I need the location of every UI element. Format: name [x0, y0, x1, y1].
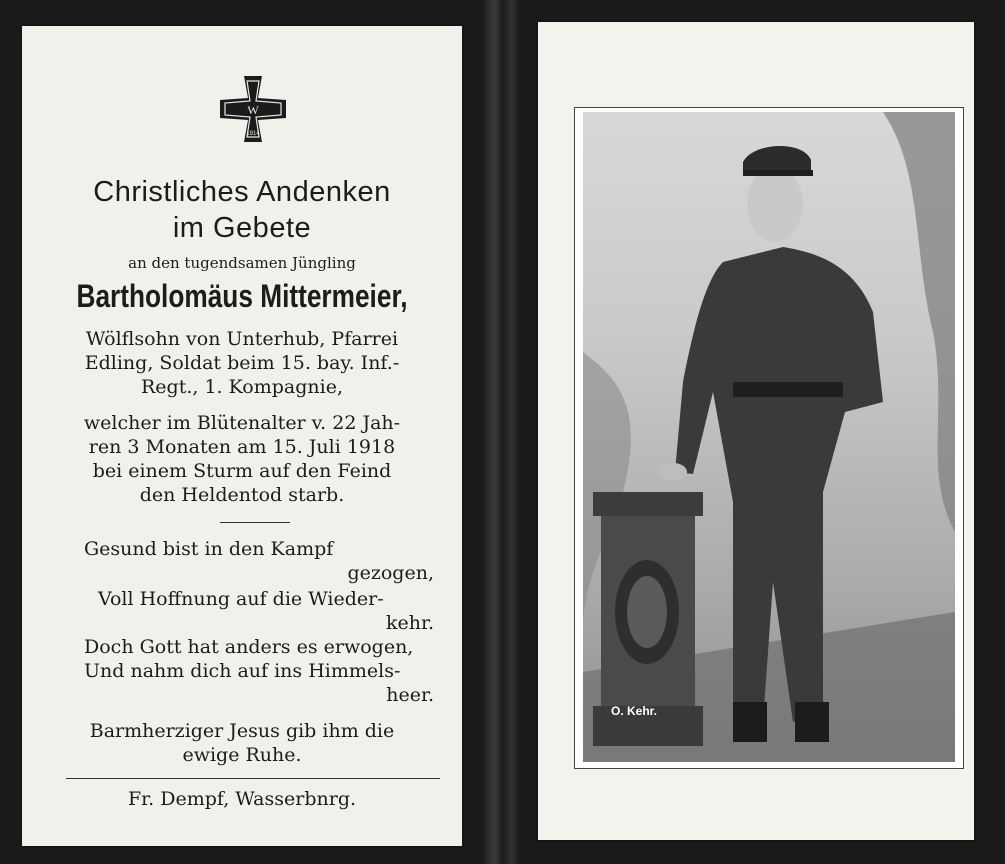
- poem-line-6: Und nahm dich auf ins Himmels-: [84, 660, 401, 682]
- poem-line-1: Gesund bist in den Kampf: [84, 538, 334, 560]
- poem-line-7: heer.: [386, 684, 434, 706]
- printer-imprint: Fr. Dempf, Wasserbnrg.: [127, 788, 357, 810]
- prayer-line-2: ewige Ruhe.: [182, 744, 302, 766]
- heading-line-1: Christliches Andenken: [93, 176, 391, 208]
- photographer-signature: O. Kehr.: [611, 704, 658, 718]
- cross-letter: W: [247, 103, 259, 117]
- card-fold: [484, 0, 518, 864]
- memorial-card-text-panel: [22, 26, 462, 846]
- iron-cross-icon: [218, 74, 288, 144]
- heading-line-2: im Gebete: [172, 212, 312, 244]
- death-line-1: welcher im Blütenalter v. 22 Jah-: [83, 412, 401, 434]
- poem-line-2: gezogen,: [347, 562, 434, 584]
- divider-short: [220, 522, 290, 523]
- prayer-line-1: Barmherziger Jesus gib ihm die: [89, 720, 395, 742]
- poem-line-5: Doch Gott hat anders es erwogen,: [84, 636, 414, 658]
- portrait-illustration: [583, 112, 955, 762]
- death-line-2: ren 3 Monaten am 15. Juli 1918: [88, 436, 396, 458]
- info-line-1: Wölflsohn von Unterhub, Pfarrei: [85, 328, 399, 350]
- poem-line-4: kehr.: [385, 612, 434, 634]
- info-line-2: Edling, Soldat beim 15. bay. Inf.-: [84, 352, 400, 374]
- subheading: an den tugendsamen Jüngling: [128, 254, 356, 272]
- deceased-name: Bartholomäus Mittermeier,: [76, 278, 408, 314]
- photo-frame: [574, 107, 964, 769]
- death-line-3: bei einem Sturm auf den Feind: [92, 460, 392, 482]
- memorial-card-photo-panel: [538, 22, 974, 840]
- soldier-portrait-photo: [583, 112, 955, 762]
- death-line-4: den Heldentod starb.: [139, 484, 345, 506]
- cross-year: 1914: [246, 131, 260, 137]
- poem-line-3: Voll Hoffnung auf die Wieder-: [98, 588, 384, 610]
- info-line-3: Regt., 1. Kompagnie,: [140, 376, 344, 398]
- divider-long: [66, 778, 440, 779]
